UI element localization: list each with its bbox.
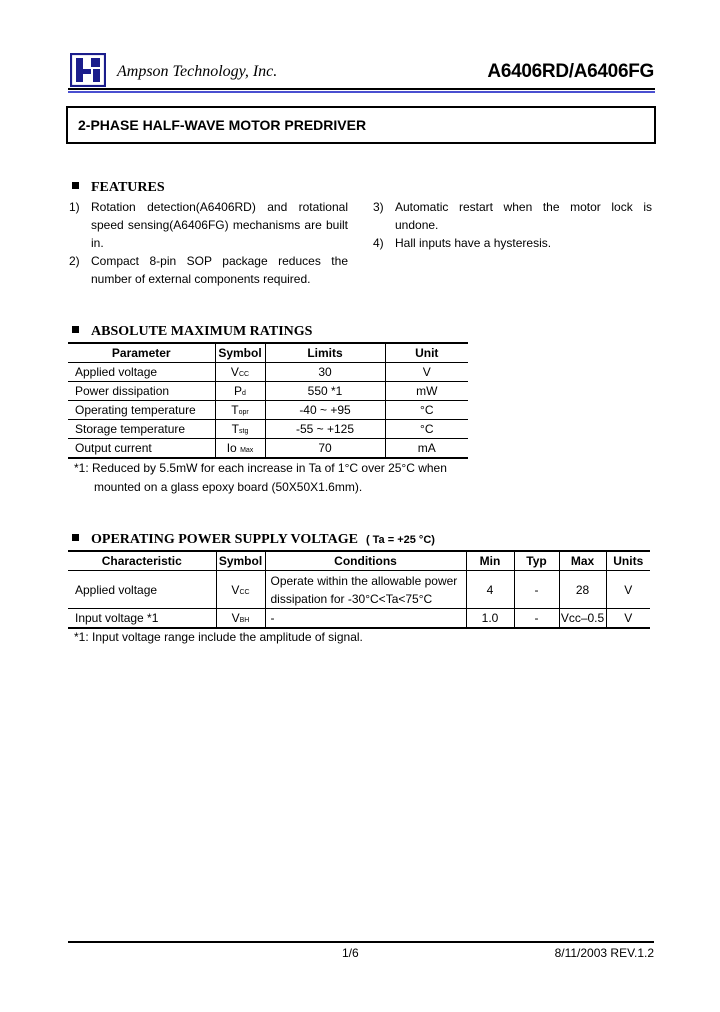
part-number: A6406RD/A6406FG	[487, 61, 654, 82]
table-row: Applied voltage VCC Operate within the allowable power dissipation for -30°C<Ta<75°C 4 - 28 V	[68, 571, 650, 609]
op-supply-note: *1: Input voltage range include the amplitude of signal.	[74, 630, 363, 644]
abs-max-note-line2: mounted on a glass epoxy board (50X50X1.6mm).	[94, 480, 363, 494]
page-title: 2-PHASE HALF-WAVE MOTOR PREDRIVER	[78, 117, 367, 133]
abs-max-heading: ABSOLUTE MAXIMUM RATINGS	[72, 324, 312, 340]
feature-item: 1) Rotation detection(A6406RD) and rotational speed sensing(A6406FG) mechanisms are built in.	[69, 200, 348, 250]
table-header-row: Characteristic Symbol Conditions Min Typ Max Units	[68, 551, 650, 571]
table-header-row: Parameter Symbol Limits Unit	[68, 343, 468, 363]
company-logo	[70, 53, 106, 87]
company-name: Ampson Technology, Inc.	[117, 63, 278, 80]
abs-max-table	[68, 342, 468, 459]
footer-rule	[68, 941, 654, 943]
table-row: Storage temperature Tstg -55 ~ +125 °C	[68, 420, 468, 439]
table-row: Applied voltage VCC 30 V	[68, 363, 468, 382]
page-number: 1/6	[342, 946, 359, 960]
bullet-square-icon	[72, 326, 79, 333]
feature-item: 3) Automatic restart when the motor lock is undone.	[373, 200, 652, 232]
table-row: Power dissipation Pd 550 *1 mW	[68, 382, 468, 401]
op-supply-table	[68, 550, 650, 629]
table-row: Input voltage *1 VBH - 1.0 - Vcc–0.5 V	[68, 609, 650, 629]
features-heading: FEATURES	[72, 180, 165, 196]
header-rule-blue	[68, 91, 655, 93]
header-rule	[68, 88, 655, 90]
table-row: Operating temperature Topr -40 ~ +95 °C	[68, 401, 468, 420]
feature-item: 2) Compact 8-pin SOP package reduces the number of external components required.	[69, 254, 348, 286]
op-supply-condition: ( Ta = +25 °C)	[365, 534, 435, 546]
date-revision: 8/11/2003 REV.1.2	[554, 946, 654, 960]
bullet-square-icon	[72, 182, 79, 189]
feature-item: 4) Hall inputs have a hysteresis.	[373, 236, 552, 250]
table-row: Output current Io Max 70 mA	[68, 439, 468, 459]
op-supply-heading: OPERATING POWER SUPPLY VOLTAGE ( Ta = +25 °C)	[72, 532, 435, 548]
abs-max-note-line1: *1: Reduced by 5.5mW for each increase in Ta of 1°C over 25°C when	[74, 461, 447, 475]
bullet-square-icon	[72, 534, 79, 541]
